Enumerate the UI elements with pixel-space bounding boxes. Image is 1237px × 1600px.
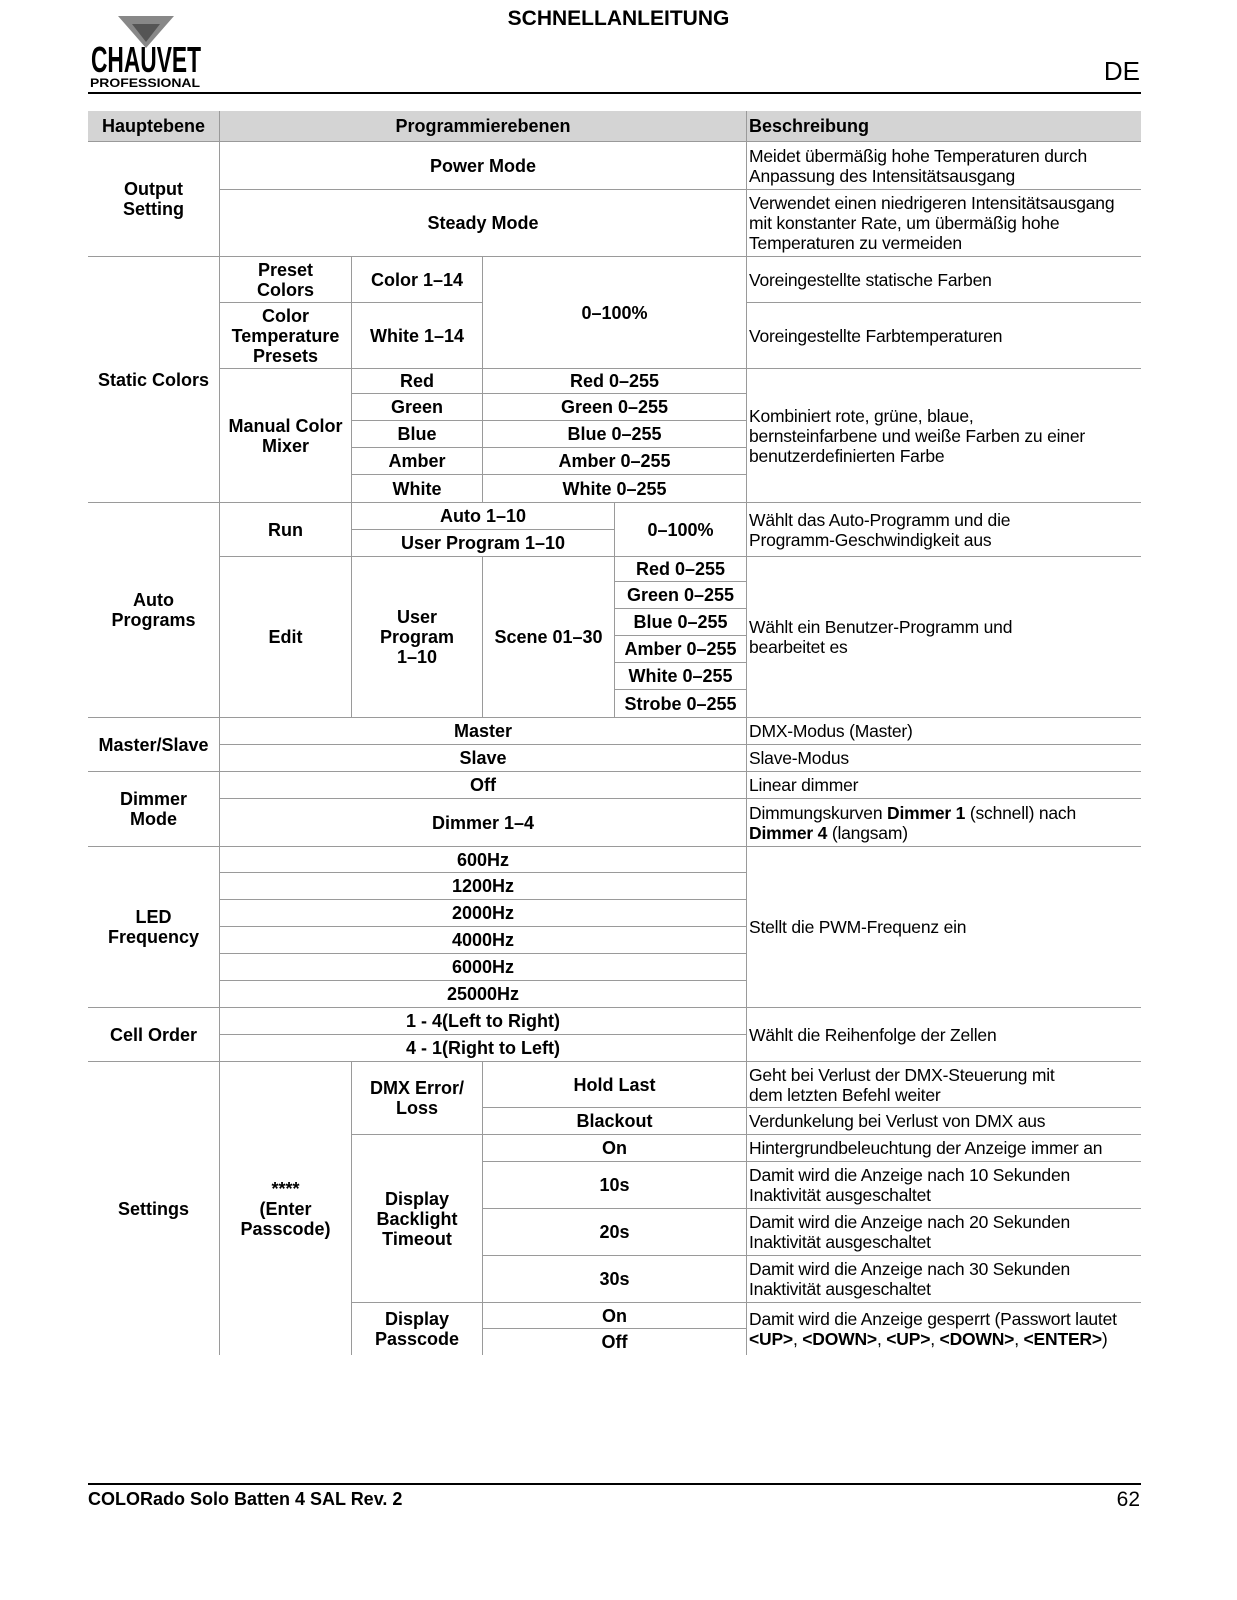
table-cell-sub-level (351, 1134, 482, 1302)
table-cell-value-range (614, 581, 746, 608)
table-cell-description (746, 798, 1141, 846)
cell-text: Color Temperature Presets (231, 305, 340, 366)
table-cell-description (746, 1134, 1141, 1161)
table-cell-channel (351, 420, 482, 447)
cell-text: 1200Hz (451, 876, 515, 896)
table-cell-sub-level (351, 1061, 482, 1134)
cell-text: Cell Order (109, 1024, 198, 1045)
table-cell-option (351, 502, 614, 529)
cell-text: On (602, 1305, 627, 1326)
cell-text: Green 0–255 (560, 397, 669, 417)
footer-divider (88, 1483, 1141, 1485)
table-cell-sub-level (219, 256, 351, 302)
language-code: DE (1103, 56, 1140, 86)
table-cell-value-range (482, 420, 746, 447)
description-fragment: , (876, 1329, 887, 1349)
table-cell-description (746, 846, 1141, 1007)
cell-text: Linear dimmer (749, 775, 859, 795)
table-cell-description (746, 1161, 1141, 1208)
cell-text: Slave-Modus (749, 748, 849, 768)
cell-text: On (602, 1138, 627, 1158)
cell-text: Run (268, 519, 303, 540)
description-fragment: ) (1101, 1329, 1108, 1349)
cell-text: Verwendet einen niedrigeren Intensitätsausgang mit konstanter Rate, um übermäßig hohe Temperaturen zu vermeiden (749, 193, 1115, 253)
header-divider (88, 92, 1141, 94)
cell-text: Kombiniert rote, grüne, blaue, bernsteinfarbene und weiße Farben zu einer benutzerdefinierten Farbe (749, 405, 1085, 466)
table-cell-value-range (614, 556, 746, 581)
description-fragment: , (792, 1329, 803, 1349)
cell-text: Hold Last (573, 1074, 656, 1095)
table-cell-option (482, 1134, 746, 1161)
table-cell-value-range (482, 447, 746, 474)
cell-text: 2000Hz (451, 903, 515, 923)
cell-text: Master (453, 721, 513, 741)
table-cell-sub-level (351, 1302, 482, 1355)
cell-text: Dimmer 1–4 (431, 812, 535, 833)
cell-text: Meidet übermäßig hohe Temperaturen durch Anpassung des Intensitätsausgang (749, 145, 1087, 186)
table-cell-option (351, 302, 482, 368)
table-cell-option (219, 1034, 746, 1061)
table-cell-option (219, 141, 746, 189)
cell-text: Manual Color Mixer (228, 415, 343, 456)
page-title: SCHNELLANLEITUNG (507, 7, 730, 30)
table-cell-value-range (614, 608, 746, 635)
description-fragment: , (930, 1329, 940, 1349)
cell-text: Steady Mode (427, 213, 539, 233)
description-fragment: <DOWN> (939, 1329, 1015, 1349)
table-cell-row-label (88, 846, 219, 1007)
table-cell-option (351, 556, 482, 717)
table-cell-option (219, 926, 746, 953)
cell-text: Geht bei Verlust der DMX-Steuerung mit dem letzten Befehl weiter (749, 1064, 1055, 1105)
cell-text: Damit wird die Anzeige nach 10 Sekunden Inaktivität ausgeschaltet (749, 1165, 1071, 1205)
cell-text: Off (601, 1332, 628, 1352)
cell-text: Wählt ein Benutzer-Programm und bearbeitet es (749, 617, 1013, 657)
cell-text: User Program 1–10 (400, 533, 566, 553)
table-cell-description (746, 368, 1141, 502)
cell-text: Blue 0–255 (567, 424, 662, 444)
table-cell-option (482, 1208, 746, 1255)
table-cell-option (219, 846, 746, 872)
table-cell-sub-level (219, 302, 351, 368)
table-cell-option (482, 1161, 746, 1208)
cell-text: 6000Hz (451, 957, 515, 977)
cell-text: Green (390, 397, 444, 417)
cell-text: Settings (117, 1198, 189, 1219)
cell-text: Voreingestellte Farbtemperaturen (749, 325, 1003, 346)
cell-text: Color 1–14 (370, 269, 464, 290)
cell-text: Blue (397, 424, 437, 444)
description-fragment: (langsam) (827, 822, 908, 843)
cell-text: 10s (599, 1175, 630, 1195)
cell-text: White 0–255 (562, 478, 667, 499)
table-cell-option (482, 556, 614, 717)
cell-text: Voreingestellte statische Farben (749, 269, 992, 290)
table-cell-value-range (614, 662, 746, 689)
cell-text: Slave (459, 748, 507, 768)
table-cell-header-description (746, 111, 1141, 141)
cell-text: Auto 1–10 (439, 506, 527, 526)
table-cell-value-range (482, 256, 746, 368)
table-cell-description (746, 1061, 1141, 1107)
table-cell-channel (351, 368, 482, 393)
description-fragment: <UP> (886, 1329, 931, 1349)
cell-text: Output Setting (123, 179, 184, 219)
cell-text: 30s (599, 1269, 630, 1289)
cell-text: Static Colors (97, 369, 210, 390)
table-cell-channel (351, 474, 482, 502)
cell-text: Green 0–255 (626, 585, 735, 605)
cell-text: **** (Enter Passcode) (240, 1178, 331, 1239)
table-cell-row-label (88, 717, 219, 771)
table-cell-option (351, 529, 614, 556)
table-cell-description (746, 256, 1141, 302)
cell-text: Damit wird die Anzeige nach 20 Sekunden Inaktivität ausgeschaltet (749, 1212, 1071, 1252)
table-cell-option (219, 744, 746, 771)
table-cell-option (219, 872, 746, 899)
table-cell-sub-level (219, 368, 351, 502)
cell-text: White 0–255 (628, 666, 733, 686)
description-fragment: Dimmer 1 (887, 802, 966, 823)
cell-text: White 1–14 (369, 325, 465, 346)
cell-text: Blue 0–255 (633, 612, 728, 632)
table-cell-description (746, 141, 1141, 189)
table-cell-option (351, 256, 482, 302)
table-cell-option (219, 980, 746, 1007)
table-cell-row-label (88, 771, 219, 846)
cell-text: Preset Colors (256, 259, 314, 300)
table-cell-description (746, 556, 1141, 717)
table-cell-description (746, 771, 1141, 798)
cell-text: Amber 0–255 (558, 451, 671, 471)
cell-text: Hauptebene (101, 116, 206, 136)
cell-text: Verdunkelung bei Verlust von DMX aus (749, 1111, 1046, 1131)
table-cell-value-range (614, 689, 746, 717)
cell-text: LED Frequency (107, 907, 200, 947)
description-fragment: Dimmer 4 (749, 822, 828, 843)
table-cell-row-label (88, 502, 219, 717)
table-cell-value-range (614, 635, 746, 662)
table-cell-sub-level (219, 556, 351, 717)
table-cell-description (746, 1007, 1141, 1061)
cell-text: User Program 1–10 (379, 607, 455, 667)
table-cell-value-range (614, 502, 746, 556)
cell-text: 600Hz (456, 849, 510, 870)
cell-text: Edit (268, 627, 303, 647)
cell-text: Master/Slave (98, 734, 209, 755)
table-cell-header-main-level (88, 111, 219, 141)
table-cell-description (746, 1107, 1141, 1134)
cell-text: 0–100% (581, 302, 648, 323)
cell-text: 1 - 4(Left to Right) (406, 1011, 560, 1031)
table-cell-row-label (88, 256, 219, 502)
cell-text: Programmierebenen (395, 116, 571, 136)
table-cell-option (482, 1328, 746, 1355)
page-number: 62 (1116, 1488, 1140, 1511)
table-cell-description (746, 1255, 1141, 1302)
footer-document-title: COLORado Solo Batten 4 SAL Rev. 2 (88, 1489, 403, 1509)
cell-text: 4000Hz (451, 930, 515, 950)
table-cell-value-range (482, 474, 746, 502)
cell-text: Wählt die Reihenfolge der Zellen (749, 1024, 997, 1045)
cell-text: Display Passcode (374, 1309, 460, 1349)
cell-text: Power Mode (429, 155, 536, 176)
table-cell-option (219, 1007, 746, 1034)
table-cell-description (746, 717, 1141, 744)
cell-text: Off (470, 775, 496, 795)
description-fragment: Dimmungskurven (749, 802, 888, 823)
cell-text: DMX Error/ Loss (369, 1078, 465, 1118)
table-cell-value-range (482, 393, 746, 420)
cell-text: DMX-Modus (Master) (749, 721, 913, 741)
description-fragment: (schnell) nach (969, 802, 1077, 823)
cell-text: 0–100% (647, 519, 714, 540)
table-cell-option (219, 189, 746, 256)
svg-text:CHAUVET: CHAUVET (91, 39, 201, 80)
description-fragment: <UP> (749, 1329, 793, 1349)
cell-text: Strobe 0–255 (624, 693, 737, 714)
table-cell-header-programming-levels (219, 111, 746, 141)
cell-text: Amber (388, 451, 446, 471)
table-cell-description (746, 189, 1141, 256)
cell-text: Amber 0–255 (624, 639, 737, 659)
description-fragment: <ENTER> (1023, 1329, 1102, 1349)
svg-text:PROFESSIONAL: PROFESSIONAL (90, 76, 200, 90)
description-fragment: <DOWN> (802, 1329, 877, 1349)
cell-text: White (392, 478, 442, 499)
table-cell-description (746, 302, 1141, 368)
cell-text: Hintergrundbeleuchtung der Anzeige immer an (749, 1138, 1103, 1158)
table-cell-sub-level (219, 1061, 351, 1355)
table-cell-option (219, 899, 746, 926)
table-cell-value-range (482, 368, 746, 393)
table-cell-option (482, 1107, 746, 1134)
table-cell-description (746, 1208, 1141, 1255)
table-cell-option (219, 798, 746, 846)
cell-text: Stellt die PWM-Frequenz ein (749, 917, 967, 937)
table-cell-sub-level (219, 502, 351, 556)
description-fragment: Damit wird die Anzeige gesperrt (Passwort lautet (749, 1309, 1117, 1329)
cell-text: 4 - 1(Right to Left) (406, 1038, 560, 1058)
description-fragment: , (1014, 1329, 1024, 1349)
cell-text: 25000Hz (446, 984, 520, 1004)
table-cell-description (746, 502, 1141, 556)
table-cell-option (219, 717, 746, 744)
cell-text: Display Backlight Timeout (376, 1188, 458, 1249)
cell-text: Damit wird die Anzeige nach 30 Sekunden Inaktivität ausgeschaltet (749, 1259, 1071, 1299)
cell-text: Wählt das Auto-Programm und die Programm-Geschwindigkeit aus (749, 509, 1011, 550)
table-cell-row-label (88, 141, 219, 256)
cell-text: Red 0–255 (569, 371, 660, 391)
cell-text: 20s (599, 1222, 630, 1242)
cell-text: Beschreibung (749, 116, 870, 136)
cell-text: Blackout (576, 1111, 653, 1131)
cell-text: Red (399, 371, 434, 391)
table-cell-option (482, 1255, 746, 1302)
table-cell-description (746, 1302, 1141, 1355)
table-cell-option (219, 953, 746, 980)
table-cell-row-label (88, 1061, 219, 1355)
table-cell-option (219, 771, 746, 798)
table-cell-channel (351, 447, 482, 474)
table-cell-description (746, 744, 1141, 771)
table-cell-channel (351, 393, 482, 420)
cell-text: Auto Programs (111, 590, 196, 630)
cell-text: Dimmer Mode (119, 789, 188, 829)
cell-text: Scene 01–30 (494, 627, 603, 647)
cell-text: Red 0–255 (635, 559, 726, 579)
table-cell-option (482, 1061, 746, 1107)
table-cell-option (482, 1302, 746, 1328)
table-cell-row-label (88, 1007, 219, 1061)
